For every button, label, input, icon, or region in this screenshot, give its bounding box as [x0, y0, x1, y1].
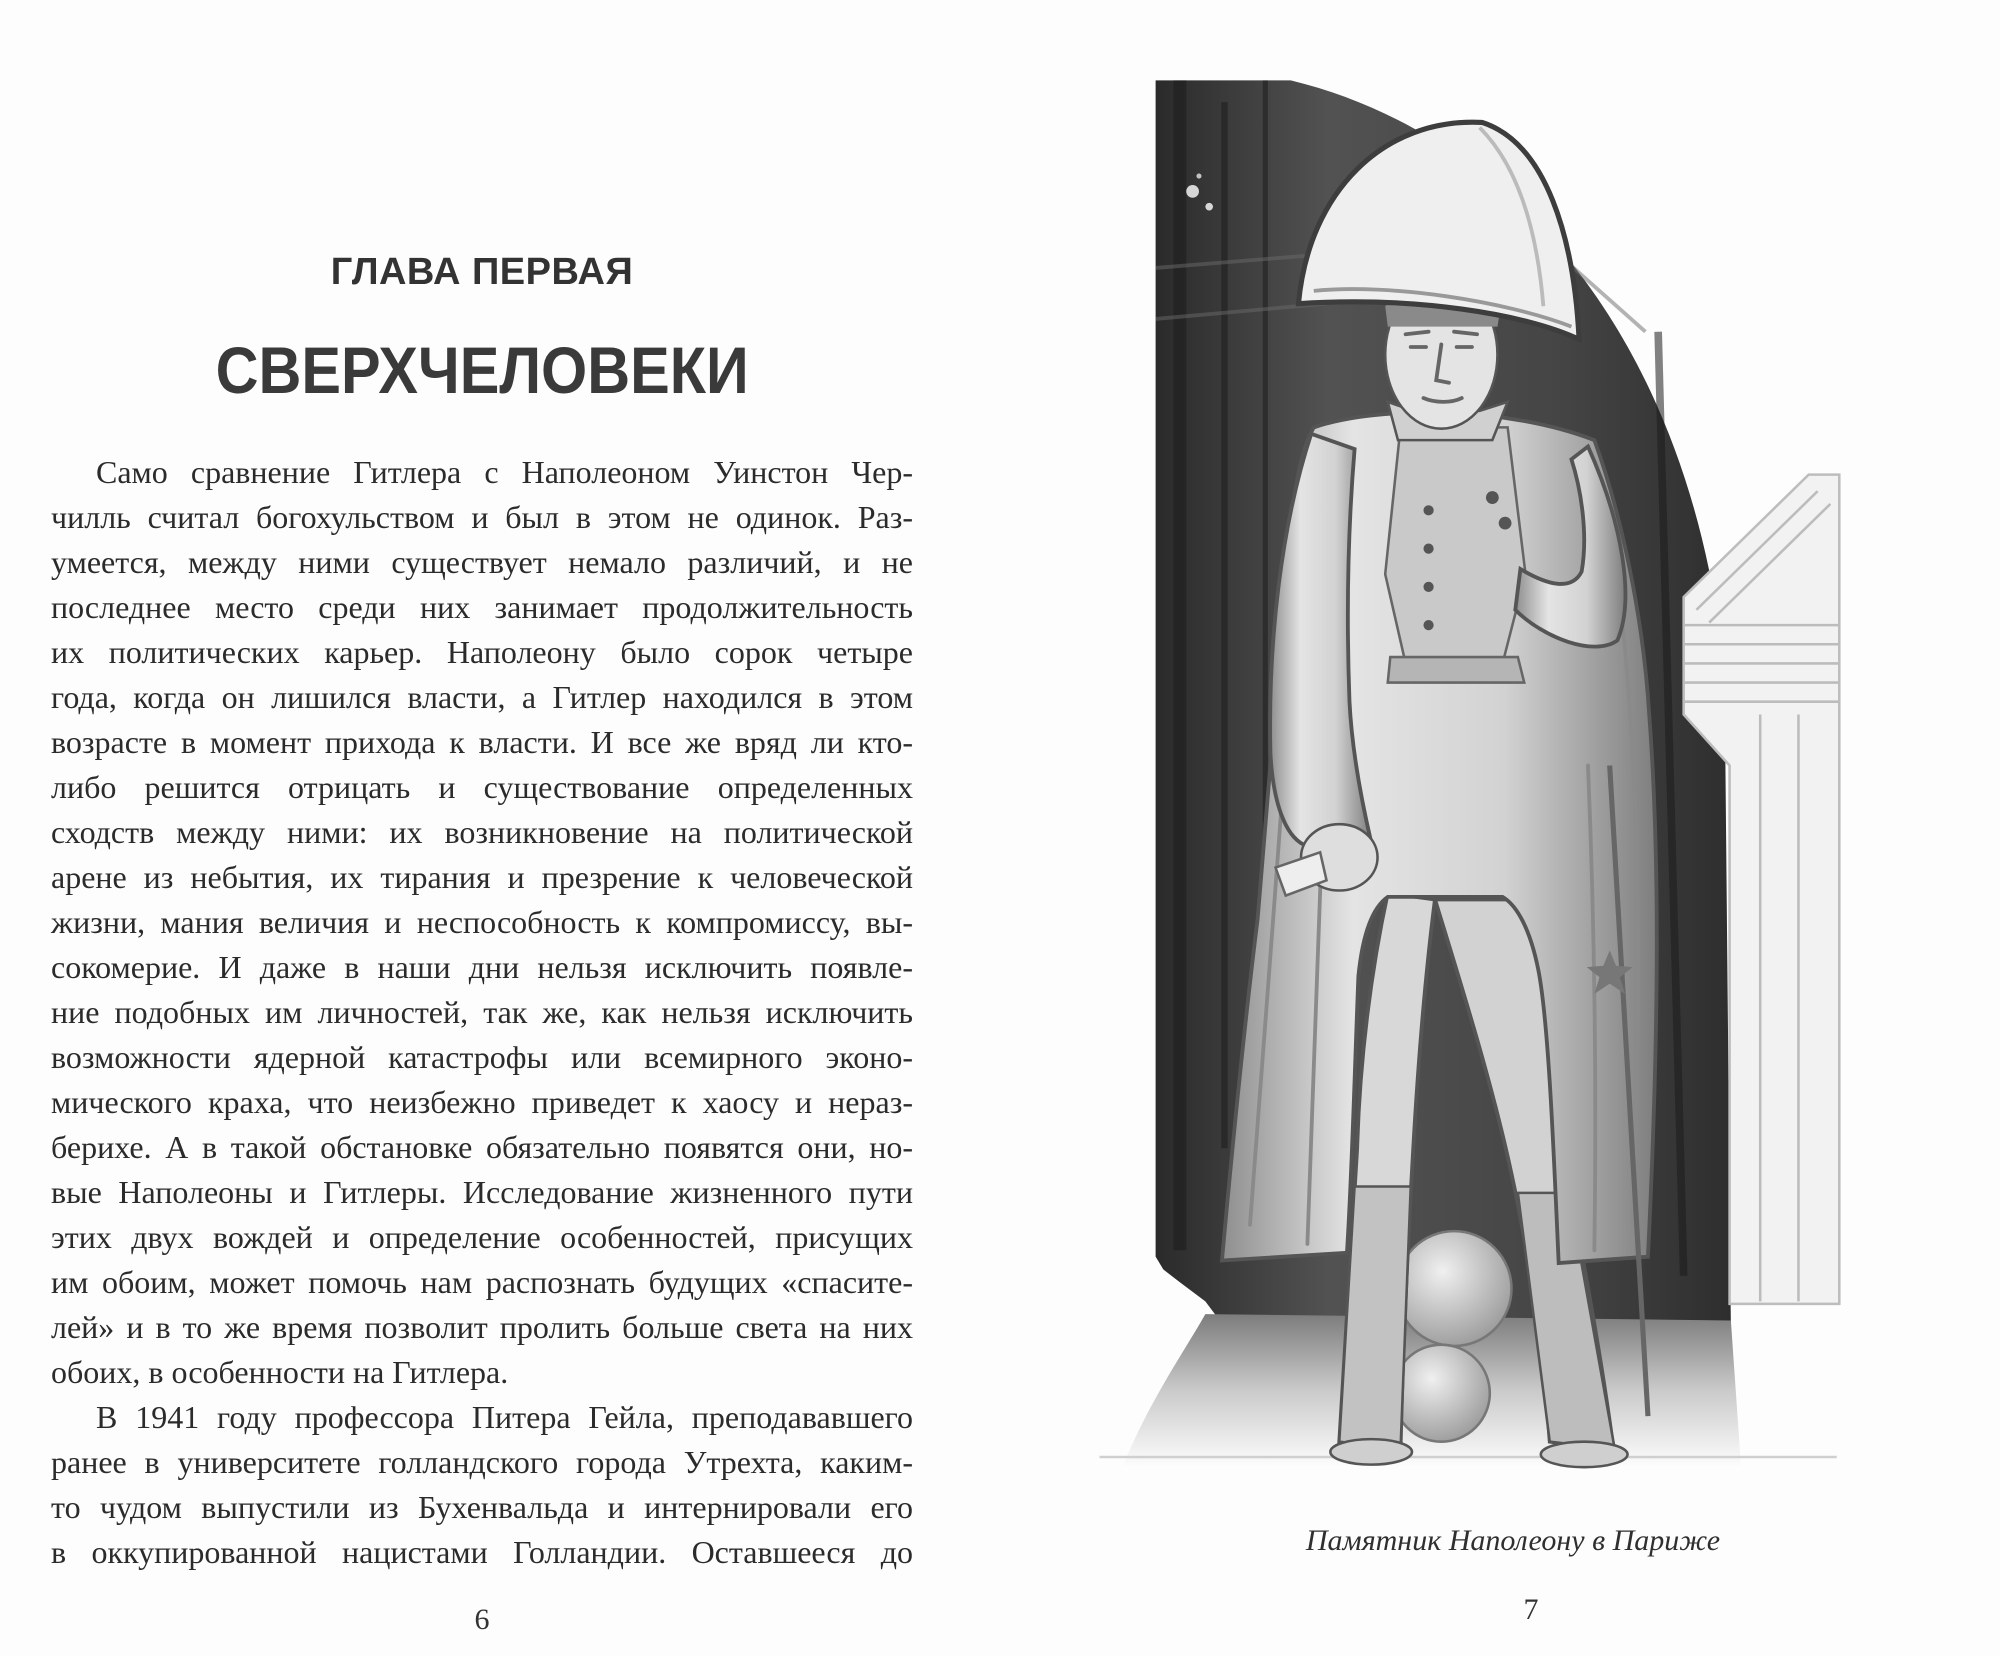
chapter-title-container [51, 330, 913, 410]
page-number-right: 7 [1523, 1593, 1539, 1626]
text-line: вые Наполеоны и Гитлеры. Исследование жизненного пути [51, 1174, 913, 1210]
text-line: в оккупированной нацистами Голландии. Оставшееся до [51, 1534, 913, 1570]
text-line: этих двух вождей и определение особенностей, присущих [51, 1219, 913, 1255]
text-line: либо решится отрицать и существование определенных [51, 769, 913, 805]
text-line: их политических карьер. Наполеону было сорок четыре [51, 634, 913, 670]
text-line: сходств между ними: их возникновение на политической [51, 814, 913, 850]
text-line: обоих, в особенности на Гитлера. [51, 1354, 509, 1390]
text-line: умеется, между ними существует немало различий, и не [51, 544, 913, 580]
page-number-left: 6 [474, 1603, 490, 1636]
text-line: жизни, мания величия и неспособность к компромиссу, вы- [51, 904, 913, 940]
text-line: сокомерие. И даже в наши дни нельзя исключить появле- [51, 949, 913, 985]
text-line: Само сравнение Гитлера с Наполеоном Уинстон Чер- [96, 454, 913, 490]
text-line: чилль считал богохульством и был в этом не одинок. Раз- [51, 499, 913, 535]
text-line: берихе. А в такой обстановке обязательно появятся они, но- [51, 1129, 913, 1165]
text-line: лей» и в то же время позволит пролить больше света на них [51, 1309, 913, 1345]
text-line: ние подобных им личностей, так же, как нельзя исключить [51, 994, 913, 1030]
text-line: года, когда он лишился власти, а Гитлер находился в этом [51, 679, 913, 715]
text-line: В 1941 году профессора Питера Гейла, преподававшего [96, 1399, 913, 1435]
body-text [51, 450, 913, 1575]
text-line: арене из небытия, их тирания и презрение к человеческой [51, 859, 913, 895]
text-line: ранее в университете голландского города Утрехта, каким- [51, 1444, 913, 1480]
chapter-title: СВЕРХЧЕЛОВЕКИ [215, 333, 749, 407]
text-line: мического краха, что неизбежно приведет к хаосу и нераз- [51, 1084, 913, 1120]
text-line: им обоим, может помочь нам распознать будущих «спасите- [51, 1264, 913, 1300]
text-line: возрасте в момент прихода к власти. И все же вряд ли кто- [51, 724, 913, 760]
right-page [1000, 0, 2000, 1656]
text-line: то чудом выпустили из Бухенвальда и интернировали его [51, 1489, 913, 1525]
chapter-label: ГЛАВА ПЕРВАЯ [330, 251, 634, 293]
figure-caption: Памятник Наполеону в Париже [1305, 1524, 1721, 1557]
text-line: возможности ядерной катастрофы или всемирного эконо- [51, 1039, 913, 1075]
text-line: последнее место среди них занимает продолжительность [51, 589, 913, 625]
